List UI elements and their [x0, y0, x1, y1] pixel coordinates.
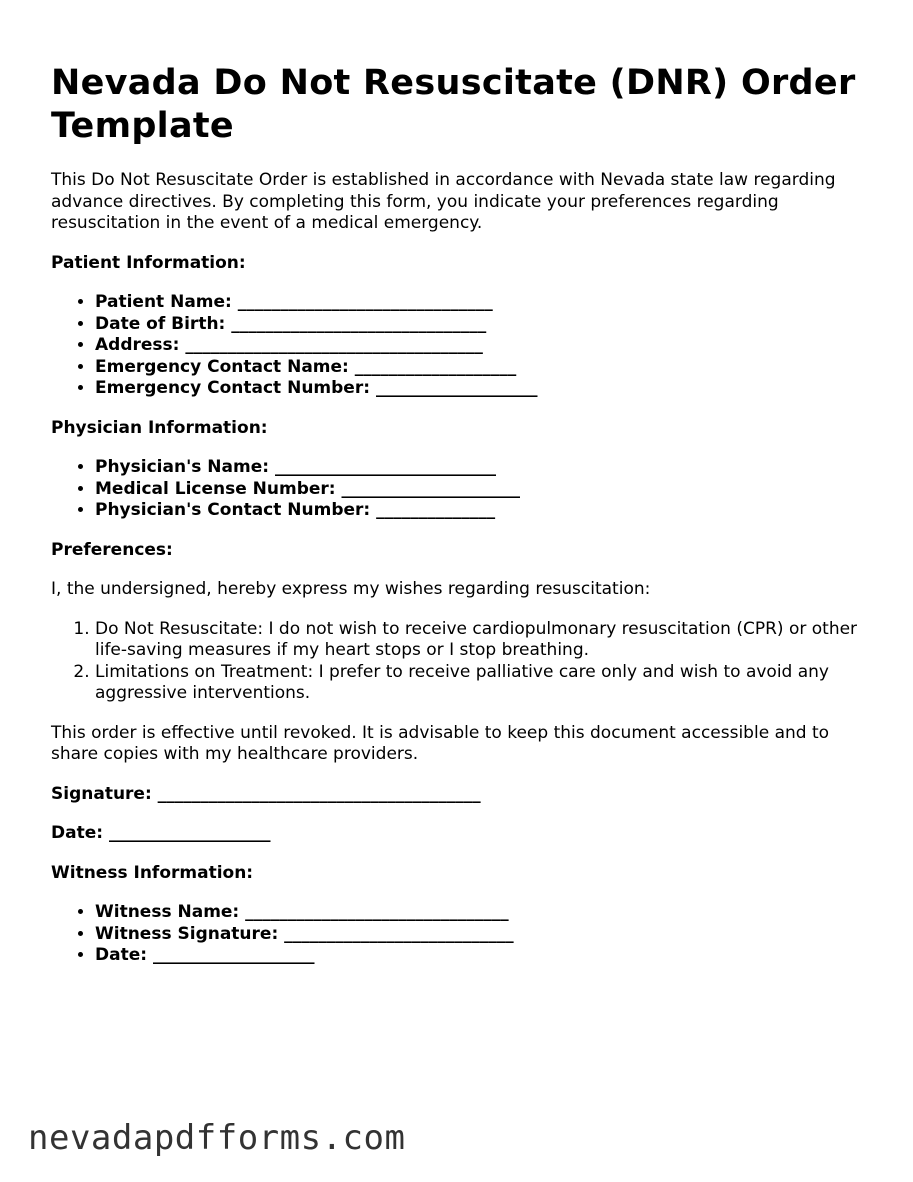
site-watermark: nevadapdfforms.com — [28, 1118, 406, 1158]
witness-info-heading: Witness Information: — [51, 862, 254, 883]
intro-paragraph: This Do Not Resuscitate Order is established in accordance with Nevada state law regarding advance directives. By completing this form, you indicate your preferences regarding resuscitation in the event of a medical emergency. — [51, 170, 836, 233]
effective-paragraph: This order is effective until revoked. It is advisable to keep this document accessible and to share copies with my healthcare providers. — [51, 722, 830, 764]
preferences-list — [51, 619, 871, 705]
preference-item-dnr: 1. Do Not Resuscitate: I do not wish to receive cardiopulmonary resuscitation (CPR) or other life-saving measures if my heart stops or I stop breathing. — [95, 619, 871, 662]
physician-contact-number-field: • Physician's Contact Number: ______________ — [95, 500, 871, 522]
document-page — [51, 62, 871, 985]
witness-info-list — [51, 902, 871, 967]
witness-date-field: • Date: ___________________ — [95, 945, 871, 967]
preference-item-limitations: 2. Limitations on Treatment: I prefer to receive palliative care only and wish to avoid any aggressive interventions. — [95, 662, 871, 705]
emergency-contact-number-field: • Emergency Contact Number: ___________________ — [95, 378, 871, 400]
patient-info-heading: Patient Information: — [51, 252, 246, 273]
witness-signature-field: • Witness Signature: ___________________________ — [95, 924, 871, 946]
page-title: Nevada Do Not Resuscitate (DNR) Order Template — [51, 63, 856, 146]
emergency-contact-name-field: • Emergency Contact Name: ___________________ — [95, 357, 871, 379]
patient-info-list — [51, 292, 871, 400]
date-of-birth-field: • Date of Birth: ______________________________ — [95, 314, 871, 336]
witness-name-field: • Witness Name: _______________________________ — [95, 902, 871, 924]
address-field: • Address: ___________________________________ — [95, 335, 871, 357]
patient-name-field: • Patient Name: ______________________________ — [95, 292, 871, 314]
physician-name-field: • Physician's Name: __________________________ — [95, 457, 871, 479]
preferences-statement: I, the undersigned, hereby express my wishes regarding resuscitation: — [51, 579, 651, 599]
preferences-heading: Preferences: — [51, 539, 173, 560]
medical-license-number-field: • Medical License Number: _____________________ — [95, 479, 871, 501]
physician-info-heading: Physician Information: — [51, 417, 268, 438]
physician-info-list — [51, 457, 871, 522]
signature-date-line: Date: ___________________ — [51, 823, 271, 843]
signature-line: Signature: ______________________________________ — [51, 783, 481, 804]
